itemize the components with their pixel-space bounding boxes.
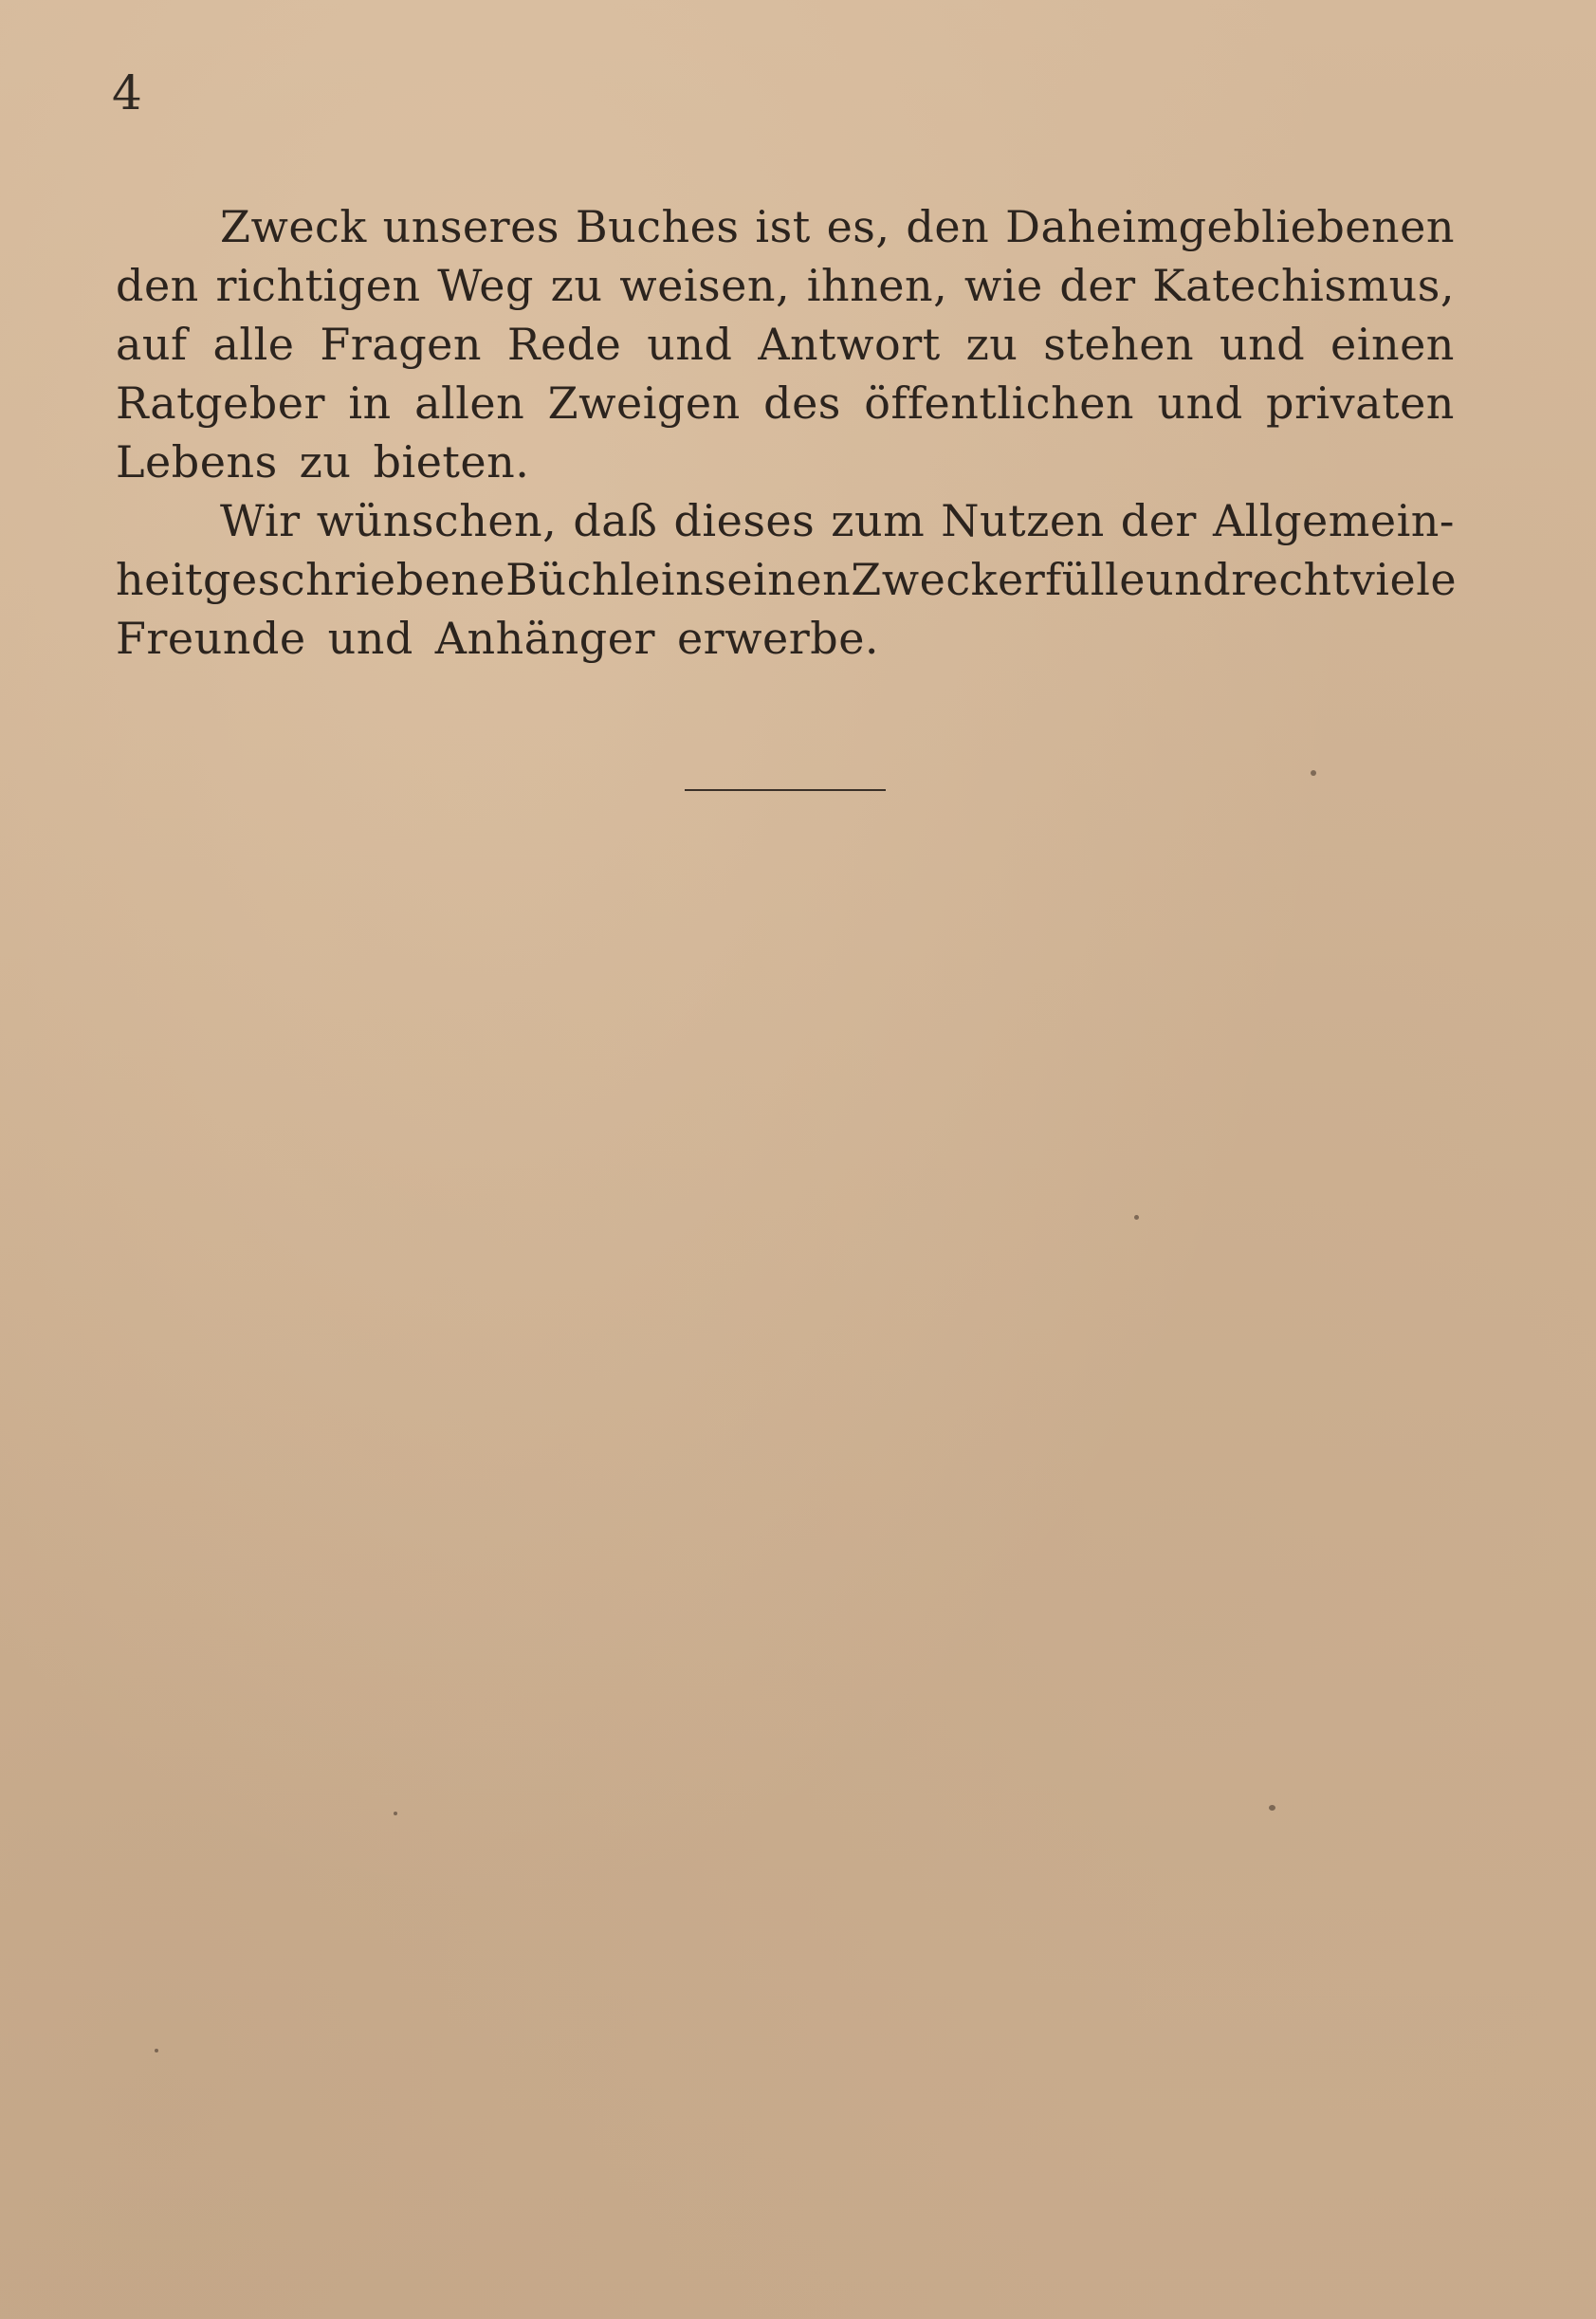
word: Fragen: [320, 319, 483, 370]
word: zum: [831, 495, 926, 546]
word: wie: [963, 260, 1043, 311]
word: und: [327, 613, 413, 664]
word: des: [763, 377, 841, 429]
word: und: [647, 319, 733, 370]
word: erwerbe.: [676, 613, 880, 664]
word: und: [1219, 319, 1306, 370]
text-line: [116, 609, 1455, 668]
word: allen: [414, 377, 525, 429]
word: und: [1157, 377, 1243, 429]
word: der: [1059, 260, 1136, 311]
word: weisen,: [619, 260, 791, 311]
word: Antwort: [758, 319, 941, 370]
text-line: [116, 433, 1455, 491]
text-line: [116, 256, 1455, 315]
word: viele: [1349, 554, 1458, 605]
section-divider: [685, 789, 886, 791]
word: der: [1120, 495, 1197, 546]
text-line: [116, 491, 1455, 550]
body-text: [116, 197, 1458, 668]
word: auf: [116, 319, 188, 370]
word: Ratgeber: [116, 377, 325, 429]
word: Buches: [575, 201, 740, 252]
text-line: [116, 374, 1455, 433]
word: Wir: [220, 495, 301, 546]
word: Nutzen: [941, 495, 1105, 546]
word: Katechismus,: [1152, 260, 1455, 311]
word: Rede: [506, 319, 622, 370]
word: Zweigen: [547, 377, 741, 429]
word: dieses: [673, 495, 816, 546]
word: unseres: [382, 201, 560, 252]
word: zu: [965, 319, 1018, 370]
word: erfülle: [997, 554, 1146, 605]
word: Weg: [437, 260, 534, 311]
word: alle: [212, 319, 295, 370]
word: Freunde: [116, 613, 306, 664]
word: zu: [299, 436, 352, 488]
word: heit: [116, 554, 204, 605]
word: richtigen: [215, 260, 421, 311]
word: Allgemein-: [1212, 495, 1455, 546]
word: zu: [550, 260, 603, 311]
paper-speck: [1269, 1805, 1275, 1811]
word: öffentlichen: [864, 377, 1135, 429]
word: wünschen,: [316, 495, 558, 546]
word: Büchlein: [505, 554, 705, 605]
word: seinen: [704, 554, 852, 605]
text-line: [116, 197, 1455, 256]
page-number: 4: [112, 65, 142, 120]
word: stehen: [1043, 319, 1195, 370]
word: den: [906, 201, 990, 252]
text-line: [116, 315, 1455, 374]
word: Anhänger: [434, 613, 655, 664]
word: ihnen,: [806, 260, 948, 311]
word: Daheimgebliebenen: [1005, 201, 1455, 252]
paper-speck: [155, 2049, 158, 2052]
word: Zweck: [851, 554, 998, 605]
paper-speck: [1134, 1215, 1139, 1220]
paper-speck: [394, 1812, 397, 1815]
word: Lebens: [116, 436, 278, 488]
word: recht: [1231, 554, 1350, 605]
paper-speck: [1311, 770, 1316, 776]
word: den: [116, 260, 199, 311]
word: Zweck: [220, 201, 367, 252]
word: und: [1145, 554, 1232, 605]
text-line: [116, 550, 1458, 609]
word: es,: [826, 201, 890, 252]
word: geschriebene: [203, 554, 506, 605]
word: einen: [1330, 319, 1455, 370]
word: ist: [755, 201, 811, 252]
word: in: [348, 377, 392, 429]
word: privaten: [1266, 377, 1455, 429]
word: daß: [573, 495, 658, 546]
word: bieten.: [373, 436, 530, 488]
